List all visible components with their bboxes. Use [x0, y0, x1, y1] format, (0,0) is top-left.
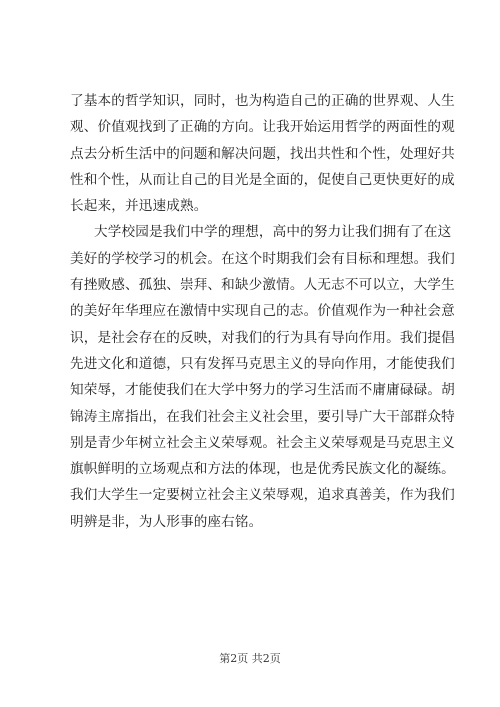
paragraph-2-line: 美好的学校学习的机会。在这个时期我们会有目标和理想。我们 — [70, 250, 455, 267]
paragraph-2-line: 知荣辱，才能使我们在大学中努力的学习生活而不庸庸碌碌。胡 — [70, 382, 455, 399]
paragraph-1-line: 性和个性，从而让自己的目光是全面的，促使自己更快更好的成 — [70, 171, 455, 188]
paragraph-1-line: 了基本的哲学知识，同时，也为构造自己的正确的世界观、人生 — [70, 93, 455, 109]
document-body — [70, 88, 455, 535]
page-number-footer: 第2页 共2页 — [219, 652, 281, 665]
paragraph-2-line: 的美好年华理应在激情中实现自己的志。价值观作为一种社会意 — [70, 303, 455, 320]
paragraph-2-line: 有挫败感、孤独、崇拜、和缺少激情。人无志不可以立，大学生 — [70, 277, 455, 294]
paragraph-1-line: 观、价值观找到了正确的方向。让我开始运用哲学的两面性的观 — [70, 119, 455, 136]
paragraph-1-line: 点去分析生活中的问题和解决问题，找出共性和个性，处理好共 — [70, 145, 455, 162]
paragraph-2-line: 大学校园是我们中学的理想，高中的努力让我们拥有了在这 — [94, 224, 452, 241]
paragraph-2-line: 明辨是非，为人形事的座右铭。 — [70, 513, 263, 530]
paragraph-2-line: 识，是社会存在的反映，对我们的行为具有导向作用。我们提倡 — [70, 329, 455, 346]
paragraph-2-line: 先进文化和道德，只有发挥马克思主义的导向作用，才能使我们 — [70, 355, 455, 372]
paragraph-2-line: 锦涛主席指出，在我们社会主义社会里，要引导广大干部群众特 — [70, 408, 455, 425]
paragraph-2-line: 我们大学生一定要树立社会主义荣辱观，追求真善美，作为我们 — [70, 487, 455, 504]
paragraph-2-line: 别是青少年树立社会主义荣辱观。社会主义荣辱观是马克思主义 — [70, 434, 455, 451]
paragraph-2-line: 旗帜鲜明的立场观点和方法的体现，也是优秀民族文化的凝练。 — [70, 461, 455, 478]
paragraph-1-line: 长起来，并迅速成熟。 — [70, 198, 208, 215]
